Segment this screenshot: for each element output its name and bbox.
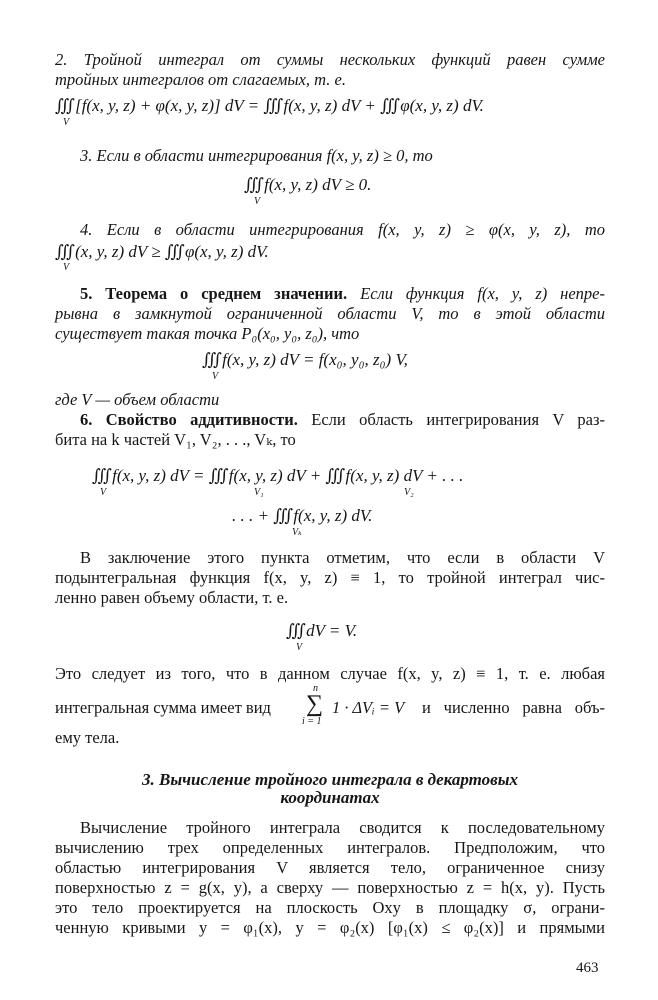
conclusion-line3: ленно равен объему области, т. е. bbox=[55, 588, 289, 607]
section3-p1: Вычисление тройного интеграла сводится к последовательному bbox=[80, 818, 605, 837]
page-number: 463 bbox=[576, 960, 599, 976]
item6-formula2: . . . + ∭f(x, y, z) dV. bbox=[232, 506, 373, 525]
item6-formula1: ∭f(x, y, z) dV = ∭f(x, y, z) dV + ∭f(x, y, z) dV + . . . bbox=[92, 466, 464, 485]
item5-heading: 5. Теорема о среднем значении. bbox=[80, 284, 348, 303]
item6-limit-2: V₁ bbox=[254, 487, 264, 498]
conclusion-line6: ему тела. bbox=[55, 728, 120, 747]
conclusion-limit: V bbox=[296, 642, 303, 653]
section3-p2: вычислению трех определенных интегралов. Предположим, что bbox=[55, 838, 605, 857]
item4-line2: ∭(x, y, z) dV ≥ ∭φ(x, y, z) dV. bbox=[55, 242, 269, 261]
item5-line2: рывна в замкнутой ограниченной области V, то в этой области bbox=[55, 304, 605, 323]
item6-limit-1: V bbox=[100, 487, 107, 498]
item5-line3: существует такая точка P₀(x₀, y₀, z₀), что bbox=[55, 324, 360, 343]
sum-lower: i = 1 bbox=[302, 716, 322, 727]
item4-line1: 4. Если в области интегрирования f(x, y, z) ≥ φ(x, y, z), то bbox=[80, 220, 605, 239]
item6-line2: бита на k частей V₁, V₂, . . ., Vₖ, то bbox=[55, 430, 296, 449]
item5-after: где V — объем области bbox=[55, 390, 220, 409]
conclusion-formula: ∭dV = V. bbox=[286, 621, 358, 640]
conclusion-line1: В заключение этого пункта отметим, что если в области V bbox=[80, 548, 605, 567]
item3-limit: V bbox=[254, 196, 261, 207]
section3-title-line2: координатах bbox=[280, 788, 380, 807]
section3-p6: ченную кривыми y = φ₁(x), y = φ₂(x) [φ₁(x) ≤ φ₂(x)] и прямыми bbox=[55, 918, 605, 937]
sum-expression: 1 · ΔVᵢ = V bbox=[332, 698, 405, 717]
item2-line1: 2. Тройной интеграл от суммы нескольких функций равен сумме bbox=[55, 50, 605, 69]
item6-heading: 6. Свойство аддитивности. bbox=[80, 410, 298, 429]
section3-p5: это тело проектируется на плоскость Oxy в площадку σ, ограни- bbox=[55, 898, 605, 917]
conclusion-line4: Это следует из того, что в данном случае f(x, y, z) ≡ 1, т. е. любая bbox=[55, 664, 605, 683]
item6-limit-3: V₂ bbox=[404, 487, 414, 498]
item6-limit-4: Vₖ bbox=[292, 527, 302, 538]
conclusion-line5a: интегральная сумма имеет вид bbox=[55, 698, 271, 717]
item2-line2: тройных интегралов от слагаемых, т. е. bbox=[55, 70, 346, 89]
item3-formula: ∭f(x, y, z) dV ≥ 0. bbox=[244, 175, 372, 194]
section3-title-line1: 3. Вычисление тройного интеграла в декартовых bbox=[141, 770, 519, 789]
section3-p3: областью интегрирования V является тело, ограниченное снизу bbox=[55, 858, 605, 877]
item3-text: 3. Если в области интегрирования f(x, y, z) ≥ 0, то bbox=[80, 146, 433, 165]
sum-sign: ∑ bbox=[306, 691, 324, 717]
sum-upper: n bbox=[313, 683, 318, 694]
item2-formula: ∭[f(x, y, z) + φ(x, y, z)] dV = ∭f(x, y, z) dV + ∭φ(x, y, z) dV. bbox=[55, 96, 484, 115]
item5-limit: V bbox=[212, 371, 219, 382]
conclusion-line2: подынтегральная функция f(x, y, z) ≡ 1, то тройной интеграл чис- bbox=[55, 568, 605, 587]
item5-formula: ∭f(x, y, z) dV = f(x₀, y₀, z₀) V, bbox=[202, 350, 408, 369]
item6-line1: 6. Свойство аддитивности. Если область интегрирования V раз- bbox=[80, 410, 605, 429]
item2-limit: V bbox=[63, 117, 70, 128]
item4-limit: V bbox=[63, 262, 70, 273]
section3-p4: поверхностью z = g(x, y), а сверху — поверхностью z = h(x, y). Пусть bbox=[55, 878, 605, 897]
conclusion-line5b: и численно равна объ- bbox=[422, 698, 605, 717]
item5-line1: 5. Теорема о среднем значении. Если функция f(x, y, z) непре- bbox=[80, 284, 605, 303]
